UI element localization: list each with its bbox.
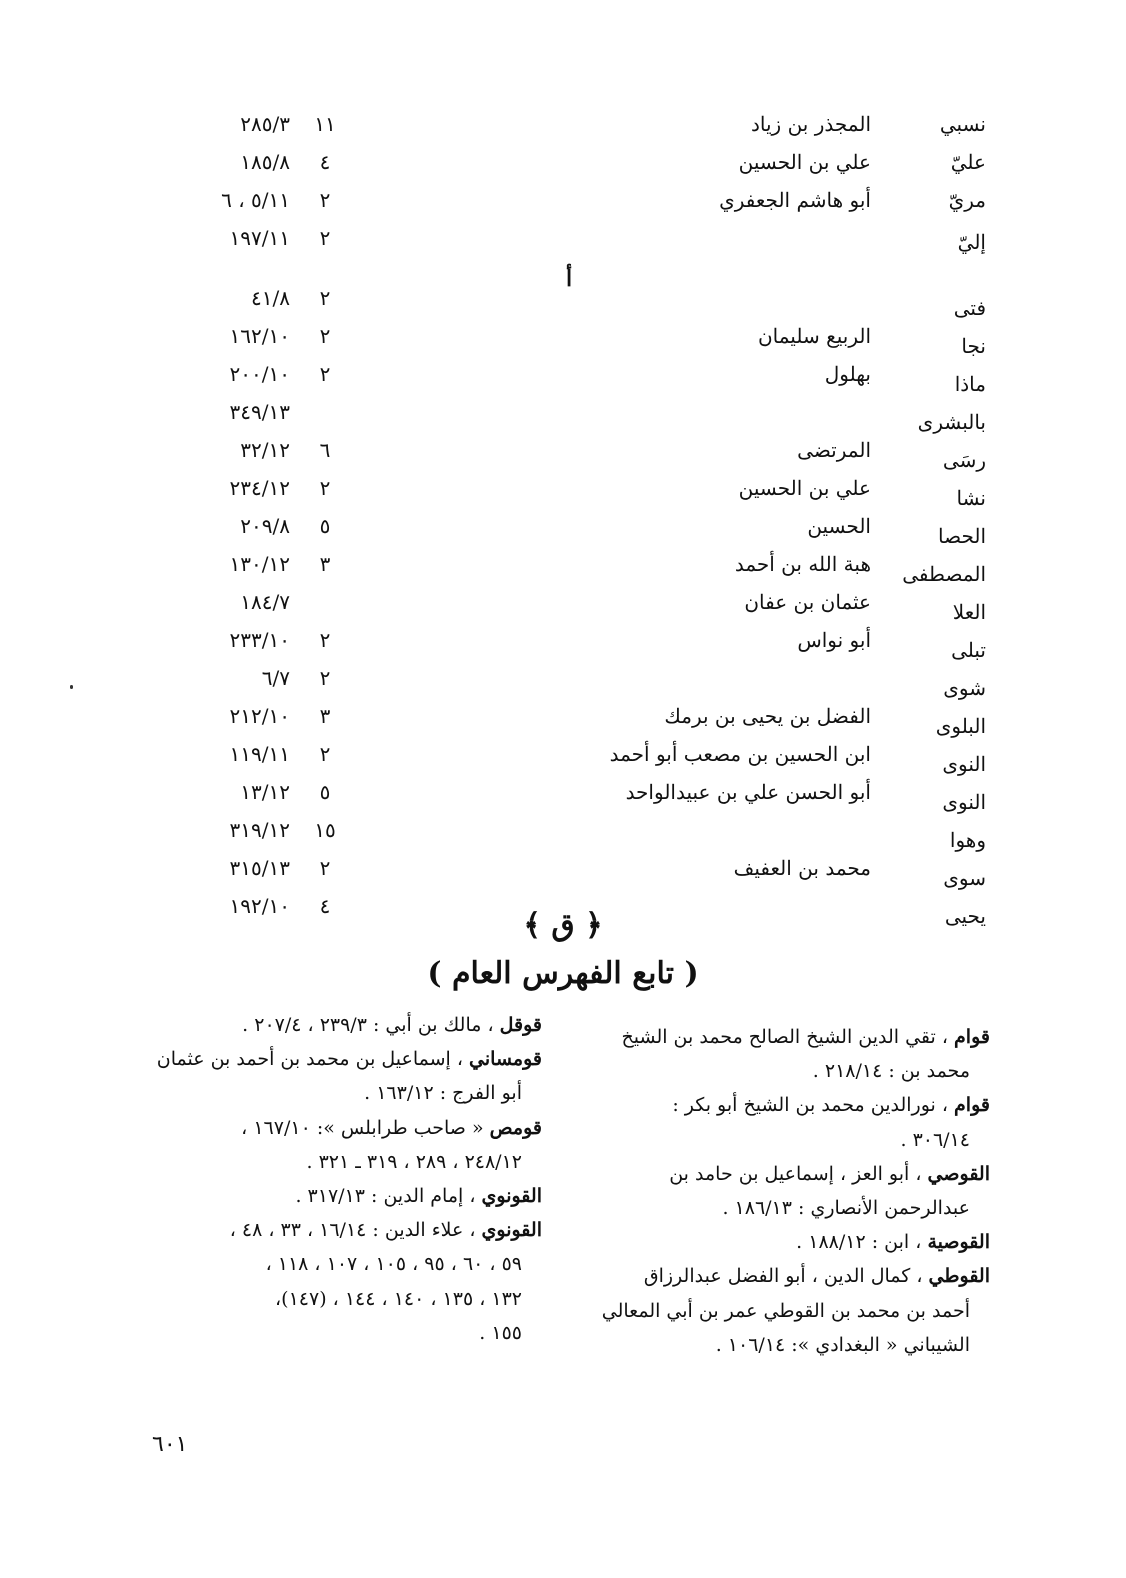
verse-index-row: [0, 742, 1126, 780]
verse-index-row: [0, 112, 1126, 150]
entry-head: قوام: [954, 1026, 990, 1048]
volume-page-ref: ١٣/١٢: [240, 780, 290, 804]
volume-page-ref: ٢٣٣/١٠: [229, 628, 290, 652]
poet-name: الفضل بن يحيى بن برمك: [664, 704, 871, 728]
index-entry: [122, 1213, 542, 1350]
rhyme-word: نجا: [961, 334, 986, 358]
poet-name: الحسين: [807, 514, 871, 538]
verse-count: ٤: [319, 894, 331, 918]
rhyme-word: نسبي: [939, 112, 986, 136]
verse-count: ٥: [319, 514, 331, 538]
verse-index-row: [0, 856, 1126, 894]
entry-continuation: ١٥٥ .: [479, 1321, 522, 1344]
verse-index-row: [0, 704, 1126, 742]
index-entry: [570, 1088, 990, 1156]
verse-count: ٦: [319, 438, 331, 462]
verse-count: ٣: [319, 552, 331, 576]
verse-index-row: [0, 818, 1126, 856]
index-entry: [122, 1111, 542, 1179]
poet-name: ابن الحسين بن مصعب أبو أحمد: [609, 742, 871, 766]
entry-text: ، إسماعيل بن محمد بن أحمد بن عثمان: [156, 1048, 470, 1071]
entry-text: ، علاء الدين : ١٦/١٤ ، ٣٣ ، ٤٨ ،: [229, 1219, 482, 1242]
poet-name: الربيع سليمان: [757, 324, 871, 348]
poet-name: علي بن الحسين: [738, 150, 871, 174]
rhyme-word: فتى: [953, 296, 986, 320]
entry-continuation: ١٣٢ ، ١٣٥ ، ١٤٠ ، ١٤٤ ، (١٤٧)،: [275, 1287, 522, 1310]
volume-page-ref: ٢١٢/١٠: [229, 704, 290, 728]
entry-continuation: ٣٠٦/١٤ .: [900, 1128, 970, 1151]
entry-text: ، نورالدين محمد بن الشيخ أبو بكر :: [672, 1094, 955, 1117]
verse-count: ٢: [319, 324, 331, 348]
verse-index-row: [0, 552, 1126, 590]
entry-text: ، تقي الدين الشيخ الصالح محمد بن الشيخ: [621, 1026, 955, 1048]
verse-count: ٢: [319, 286, 331, 310]
entry-head: القوطي: [928, 1265, 990, 1288]
verse-count: ٢: [319, 856, 331, 880]
entry-text: ، أبو العز ، إسماعيل بن حامد بن: [669, 1162, 928, 1185]
index-entry: [570, 1259, 990, 1362]
rhyme-word: ماذا: [954, 372, 986, 396]
verse-index-row: [0, 226, 1126, 264]
verse-count: ١٥: [314, 818, 336, 842]
volume-page-ref: ٢٠٠/١٠: [229, 362, 290, 386]
volume-page-ref: ٣٤٩/١٣: [229, 400, 290, 424]
verse-index-row: [0, 150, 1126, 188]
rhyme-word: تبلى: [951, 638, 986, 662]
rhyme-word: شوى: [943, 676, 986, 700]
entry-continuation: ٢٤٨/١٢ ، ٢٨٩ ، ٣١٩ ـ ٣٢١ .: [306, 1150, 522, 1173]
volume-page-ref: ٢٣٤/١٢: [229, 476, 290, 500]
verse-index-row: [0, 628, 1126, 666]
verse-index-row: [0, 324, 1126, 362]
verse-index-row: [0, 590, 1126, 628]
verse-index-row: [0, 476, 1126, 514]
entry-head: القونوي: [481, 1185, 542, 1208]
volume-page-ref: ٣١٩/١٢: [229, 818, 290, 842]
verse-count: ٤: [319, 150, 331, 174]
verse-index-row: [0, 188, 1126, 226]
entry-text: ، مالك بن أبي : ٢٣٩/٣ ، ٢٠٧/٤ .: [242, 1014, 500, 1036]
poet-name: المرتضى: [797, 438, 871, 462]
entry-head: القوصي: [927, 1162, 990, 1185]
verse-count: ٢: [319, 188, 331, 212]
verse-index-row: [0, 286, 1126, 324]
rhyme-word: المصطفى: [902, 562, 986, 586]
verse-count: ٢: [319, 476, 331, 500]
volume-page-ref: ١٩٧/١١: [229, 226, 290, 250]
entry-text: ، ابن : ١٨٨/١٢ .: [796, 1231, 928, 1254]
index-entry: [570, 1157, 990, 1225]
verse-count: ٥: [319, 780, 331, 804]
volume-page-ref: ١١٩/١١: [229, 742, 290, 766]
verse-count: ٢: [319, 666, 331, 690]
volume-page-ref: ١٣٠/١٢: [229, 552, 290, 576]
rhyme-word: البلوى: [935, 714, 986, 738]
rhyme-word: مريّ: [948, 188, 986, 212]
section-title: ( تابع الفهرس العام ): [427, 956, 699, 991]
verse-index-row: [0, 514, 1126, 552]
rhyme-word: سوى: [943, 866, 986, 890]
poet-name: هبة الله بن أحمد: [734, 552, 871, 576]
rhyme-word: يحيى: [944, 904, 986, 928]
volume-page-ref: ٣١٥/١٣: [229, 856, 290, 880]
index-entry: [570, 1225, 990, 1259]
volume-page-ref: ٣٢/١٢: [240, 438, 290, 462]
index-entry: [122, 1008, 542, 1042]
rhyme-letter-marker: أ: [566, 266, 573, 292]
entry-text: ، إمام الدين : ٣١٧/١٣ .: [295, 1185, 482, 1208]
verse-count: ١١: [314, 112, 336, 136]
entry-continuation: أبو الفرج : ١٦٣/١٢ .: [364, 1082, 522, 1105]
rhyme-word: إليّ: [957, 230, 986, 254]
volume-page-ref: ١٨٤/٧: [240, 590, 290, 614]
entry-head: القونوي: [481, 1219, 542, 1242]
entry-continuation: الشيباني « البغدادي »: ١٠٦/١٤ .: [715, 1333, 970, 1356]
poet-name: عثمان بن عفان: [744, 590, 871, 614]
verse-count: ٢: [319, 362, 331, 386]
verse-count: ٢: [319, 628, 331, 652]
verse-index-row: [0, 666, 1126, 704]
poet-name: علي بن الحسين: [738, 476, 871, 500]
entry-continuation: محمد بن : ٢١٨/١٤ .: [812, 1060, 970, 1083]
index-entry: [570, 1020, 990, 1088]
volume-page-ref: ٢٠٩/٨: [240, 514, 290, 538]
verse-count: ٢: [319, 226, 331, 250]
volume-page-ref: ٦/٧: [261, 666, 290, 690]
entry-text: « صاحب طرابلس »: ١٦٧/١٠ ،: [241, 1116, 490, 1139]
poet-name: أبو الحسن علي بن عبيدالواحد: [625, 780, 871, 804]
entry-continuation: عبدالرحمن الأنصاري : ١٨٦/١٣ .: [722, 1197, 970, 1220]
verse-index-row: [0, 362, 1126, 400]
entry-head: قومساني: [469, 1048, 542, 1071]
entry-continuation: ٥٩ ، ٦٠ ، ٩٥ ، ١٠٥ ، ١٠٧ ، ١١٨ ،: [265, 1253, 522, 1276]
verse-count: ٢: [319, 742, 331, 766]
rhyme-word: وهوا: [949, 828, 986, 852]
rhyme-word: رسَى: [942, 448, 986, 472]
index-entry: [122, 1042, 542, 1110]
poet-name: بهلول: [824, 362, 871, 386]
verse-count: ٣: [319, 704, 331, 728]
poet-name: أبو هاشم الجعفري: [719, 188, 871, 212]
volume-page-ref: ١٦٢/١٠: [229, 324, 290, 348]
entry-text: ، كمال الدين ، أبو الفضل عبدالرزاق: [643, 1265, 929, 1288]
volume-page-ref: ٤١/٨: [251, 286, 290, 310]
page-number: ٦٠١: [152, 1432, 188, 1457]
rhyme-word: النوى: [942, 752, 986, 776]
entry-head: قوقل: [499, 1014, 542, 1036]
scan-speck: [70, 685, 73, 689]
poet-name: أبو نواس: [797, 628, 871, 652]
rhyme-word: العلا: [952, 600, 986, 624]
rhyme-word: نشا: [956, 486, 986, 510]
rhyme-word: الحصا: [938, 524, 986, 548]
volume-page-ref: ٥/١١ ، ٦: [221, 188, 290, 212]
verse-index-row: [0, 400, 1126, 438]
entry-continuation: أحمد بن محمد بن القوطي عمر بن أبي المعالي: [601, 1299, 970, 1322]
poet-name: محمد بن العفيف: [733, 856, 871, 880]
rhyme-word: النوى: [942, 790, 986, 814]
volume-page-ref: ١٨٥/٨: [240, 150, 290, 174]
index-column-left: [122, 1008, 542, 1350]
rhyme-word: عليّ: [950, 150, 986, 174]
poet-name: المجذر بن زياد: [750, 112, 871, 136]
entry-head: القوصية: [927, 1231, 990, 1254]
index-column-right: [570, 1020, 990, 1362]
section-letter-heading: ﴿ ق ﴾: [523, 908, 603, 943]
volume-page-ref: ١٩٢/١٠: [229, 894, 290, 918]
entry-head: قومص: [489, 1116, 542, 1139]
volume-page-ref: ٢٨٥/٣: [240, 112, 290, 136]
index-entry: [122, 1179, 542, 1213]
rhyme-word: بالبشرى: [917, 410, 986, 434]
verse-index-row: [0, 438, 1126, 476]
verse-index-row: [0, 780, 1126, 818]
entry-head: قوام: [954, 1094, 990, 1117]
